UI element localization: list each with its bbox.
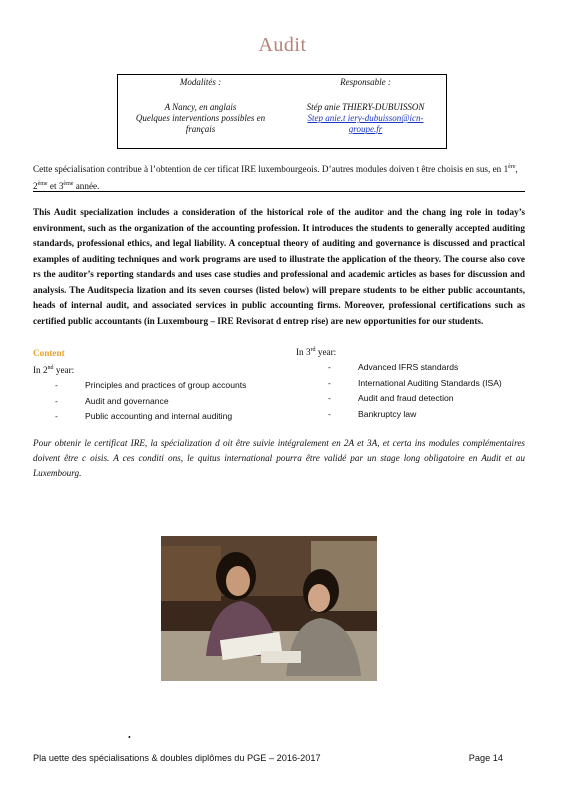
year3-label	[296, 347, 336, 357]
year3-sup: rd	[310, 347, 316, 353]
responsable-email-link[interactable]: Step anie.t iery-dubuisson@icn-	[307, 113, 424, 123]
footer-mark: •	[128, 733, 131, 742]
modalites-column	[118, 75, 283, 135]
description-paragraph: This Audit specialization includes a consideration of the historical role of the auditor and the chang ing role in today’s environment, such as the organization of the accounting profession. It introduces the students to generally accepted auditing standards, professional ethics, and legal liability. A conceptual theory of auditing and governance is discussed and practical examples of auditing techniques and work programs are used to illustrate the application of the theory. The course also cove rs the auditor’s reporting standards and uses case studies and professional and academic articles as bases for discussion and analysis. The Auditspecia lization and its seven courses (listed below) will prepare students to be either public accountants, heads of internal audit, and associated services in public accounting firms. Moreover, professional certifications such as certified public accountants (in Luxembourg – IRE Revisorat d entrep rise) are new opportunities for our students.	[33, 207, 525, 326]
divider-line	[33, 191, 525, 192]
year2-course-list	[55, 380, 246, 427]
footer	[33, 753, 503, 763]
intro-text-3: et 3	[47, 181, 64, 192]
list-item: - Principles and practices of group accounts	[55, 380, 246, 396]
page-title: Audit	[258, 34, 307, 56]
students-working-photo	[161, 536, 377, 681]
list-item: - Public accounting and internal auditing	[55, 411, 246, 427]
responsable-column	[283, 75, 448, 135]
intro-text-4: année.	[73, 181, 100, 192]
intro-text-1: Cette spécialisation contribue à l’obtention de cer tificat IRE luxembourgeois. D’autres modules doiven t être choisis en sus, en 1	[33, 164, 509, 175]
year2-label	[33, 365, 74, 375]
list-item: - International Auditing Standards (ISA)	[328, 378, 502, 394]
intro-sup-2: ème	[37, 181, 48, 188]
year3-course-list	[328, 362, 502, 424]
intro-sup-3: ème	[63, 181, 74, 188]
responsable-label: Responsable :	[340, 77, 391, 87]
list-item: - Bankruptcy law	[328, 409, 502, 425]
list-item: - Audit and fraud detection	[328, 393, 502, 409]
footer-text: Pla uette des spécialisations & doubles diplômes du PGE – 2016-2017	[33, 753, 321, 763]
intro-paragraph	[33, 160, 528, 194]
intro-sup-1: ère	[508, 164, 516, 170]
year3-suffix: year:	[315, 347, 337, 358]
year2-prefix: In 2	[33, 365, 48, 376]
year2-suffix: year:	[53, 365, 75, 376]
intro-text-2: , 2	[33, 164, 518, 192]
list-item: - Advanced IFRS standards	[328, 362, 502, 378]
list-item: - Audit and governance	[55, 396, 246, 412]
modalites-line3: français	[185, 124, 216, 134]
modalites-line2: Quelques interventions possibles en	[135, 113, 266, 123]
content-heading: Content	[33, 348, 65, 358]
info-box	[117, 74, 447, 149]
responsable-name: Stép anie THIERY-DUBUISSON	[306, 102, 425, 112]
responsable-email-link-cont[interactable]: groupe.fr	[348, 124, 383, 134]
year2-sup: nd	[47, 365, 54, 371]
modalites-label: Modalités :	[179, 77, 222, 87]
page-number: Page 14	[468, 753, 503, 763]
conditions-paragraph: Pour obtenir le certificat IRE, la spécialization d oit être suivie intégralement en 2A et 3A, et certa ins modules complémentaires doivent être c oisis. A ces conditi ons, le quitus international pourra être validé par un stage long obligatoire en Audit et au Luxembourg.	[33, 438, 525, 478]
modalites-line1: A Nancy, en anglais	[164, 102, 237, 112]
photo-illustration	[161, 536, 377, 681]
year3-prefix: In 3	[296, 347, 311, 358]
